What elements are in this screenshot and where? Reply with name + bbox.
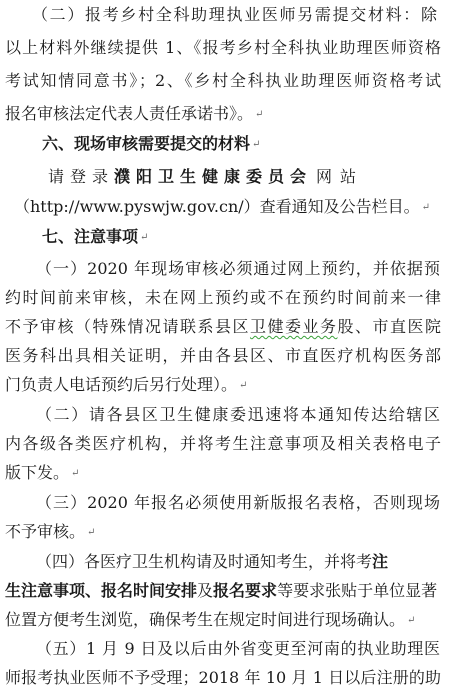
emphasis-text: 注 [372, 552, 389, 571]
paragraph-mark: ↵ [87, 526, 96, 538]
paragraph-mark: ↵ [421, 201, 431, 213]
paragraph-mark: ↵ [239, 379, 248, 391]
text-run: 以上材料外继续提供 1、《报考乡村全科执业助理医师资格 [5, 38, 441, 57]
text-line [0, 66, 441, 96]
paragraph-mark: ↵ [140, 231, 149, 243]
paragraph-mark: ↵ [252, 138, 261, 150]
paragraph-mark: ↵ [71, 467, 80, 479]
text-line [5, 517, 445, 547]
text-run: （四）各医疗卫生机构请及时通知考生，并将考 [36, 552, 373, 571]
text-run: 师报考执业医师不予受理；2018 年 10 月 1 日以后注册的助 [5, 668, 441, 687]
section-heading [42, 222, 442, 252]
text-line [5, 458, 445, 488]
website-url-text: （http://www.pyswjw.gov.cn/）查看通知及公告栏目。 [14, 197, 420, 216]
spellcheck-underline: 卫健委业务 [249, 317, 338, 336]
text-run: （三）2020 年报名必须使用新版报名表格，否则现场 [36, 493, 440, 512]
text-run: 约时间前来审核，未在网上预约或不在预约时间前来一律 [5, 288, 441, 307]
text-line [36, 547, 446, 577]
paragraph-mark: ↵ [407, 614, 416, 626]
heading-text: 七、注意事项 [42, 227, 139, 246]
text-run: 及 [197, 581, 214, 600]
paragraph-mark: ↵ [255, 108, 264, 120]
heading-text: 六、现场审核需要提交的材料 [42, 134, 251, 153]
text-run: （二）请各县区卫生健康委迅速将本通知传达给辖区 [36, 405, 440, 424]
text-run: 版下发。 [5, 463, 70, 482]
text-line [0, 0, 437, 30]
section-heading [42, 129, 442, 159]
text-run: 不予审核（特殊情况请联系县区卫健委业务股、市直医院 [5, 317, 441, 336]
text-run: 报名审核法定代表人责任承诺书》。 [5, 104, 254, 123]
text-line [0, 254, 440, 284]
text-run: （二）报考乡村全科助理执业医师另需提交材料：除 [32, 5, 437, 24]
text-run: 门负责人电话预约后另行处理）。 [5, 375, 238, 394]
text-run: 等要求张贴于单位显著 [277, 581, 438, 600]
text-run: （五）1 月 9 日及以后由外省变更至河南的执业助理医 [36, 639, 440, 658]
text-line [14, 192, 444, 222]
text-line [0, 663, 441, 693]
emphasis-text: 报名要求 [213, 581, 278, 600]
text-line [0, 33, 441, 63]
text-line [0, 312, 441, 342]
text-run: 内各级各类医疗机构，并将考生注意事项及相关表格电子 [5, 434, 441, 453]
text-line [0, 429, 441, 459]
text-line [5, 576, 445, 606]
text-line [0, 341, 441, 371]
emphasis-text: 生注意事项、 [5, 581, 102, 600]
text-run: 不予审核。 [5, 522, 86, 541]
text-run: 网站 [316, 167, 365, 186]
text-line [0, 283, 441, 313]
text-run: 请登录 [48, 167, 115, 186]
text-run: 医务科出具相关证明，并由各县区、市直医疗机构医务部 [5, 346, 441, 365]
emphasis-text: 报名时间安排 [101, 581, 198, 600]
text-line [5, 99, 445, 129]
text-line [48, 162, 448, 192]
text-line [0, 488, 440, 518]
text-run: 考试知情同意书》；2、《乡村全科执业助理医师资格考试 [5, 71, 441, 90]
text-line [0, 400, 440, 430]
text-run: （一）2020 年现场审核必须通过网上预约，并依据预 [36, 259, 440, 278]
text-line [0, 634, 440, 664]
organization-name: 濮阳卫生健康委员会 [114, 167, 313, 186]
text-run: 位置方便考生浏览，确保考生在规定时间进行现场确认。 [5, 610, 406, 629]
text-line [5, 605, 445, 635]
text-line [5, 370, 445, 400]
